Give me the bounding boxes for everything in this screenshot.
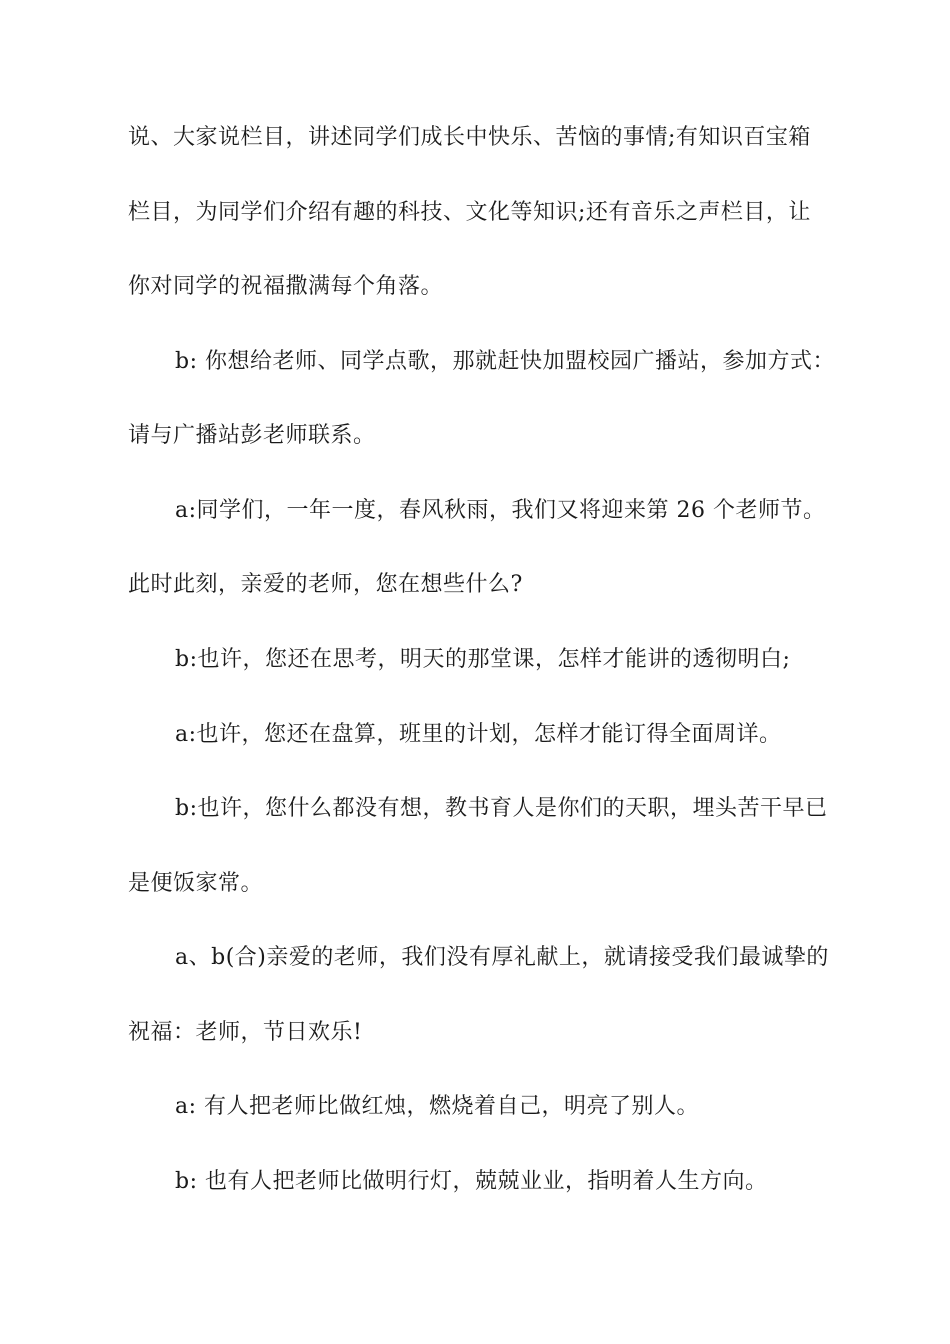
paragraph-line: a、b(合)亲爱的老师，我们没有厚礼献上，就请接受我们最诚挚的 bbox=[175, 945, 829, 970]
paragraph-line: 祝福：老师，节日欢乐! bbox=[128, 1020, 363, 1045]
paragraph-line: 说、大家说栏目，讲述同学们成长中快乐、苦恼的事情;有知识百宝箱 bbox=[128, 125, 811, 150]
paragraph-line: 你对同学的祝福撒满每个角落。 bbox=[128, 274, 444, 299]
paragraph-line: b:也许，您还在思考，明天的那堂课，怎样才能讲的透彻明白; bbox=[175, 647, 791, 672]
paragraph-line: 栏目，为同学们介绍有趣的科技、文化等知识;还有音乐之声栏目，让 bbox=[128, 200, 811, 225]
paragraph-line: b: 也有人把老师比做明行灯，兢兢业业，指明着人生方向。 bbox=[175, 1169, 768, 1194]
paragraph-line: 是便饭家常。 bbox=[128, 871, 264, 896]
paragraph-line: b:也许，您什么都没有想，教书育人是你们的天职，埋头苦干早已 bbox=[175, 796, 828, 821]
paragraph-line: 请与广播站彭老师联系。 bbox=[128, 423, 376, 448]
paragraph-line: a:同学们，一年一度，春风秋雨，我们又将迎来第 26 个老师节。 bbox=[175, 498, 826, 523]
paragraph-line: b: 你想给老师、同学点歌，那就赶快加盟校园广播站，参加方式： bbox=[175, 349, 835, 374]
paragraph-line: a:也许，您还在盘算，班里的计划，怎样才能订得全面周详。 bbox=[175, 722, 782, 747]
paragraph-line: a: 有人把老师比做红烛，燃烧着自己，明亮了别人。 bbox=[175, 1094, 700, 1119]
paragraph-line: 此时此刻，亲爱的老师，您在想些什么? bbox=[128, 572, 523, 597]
